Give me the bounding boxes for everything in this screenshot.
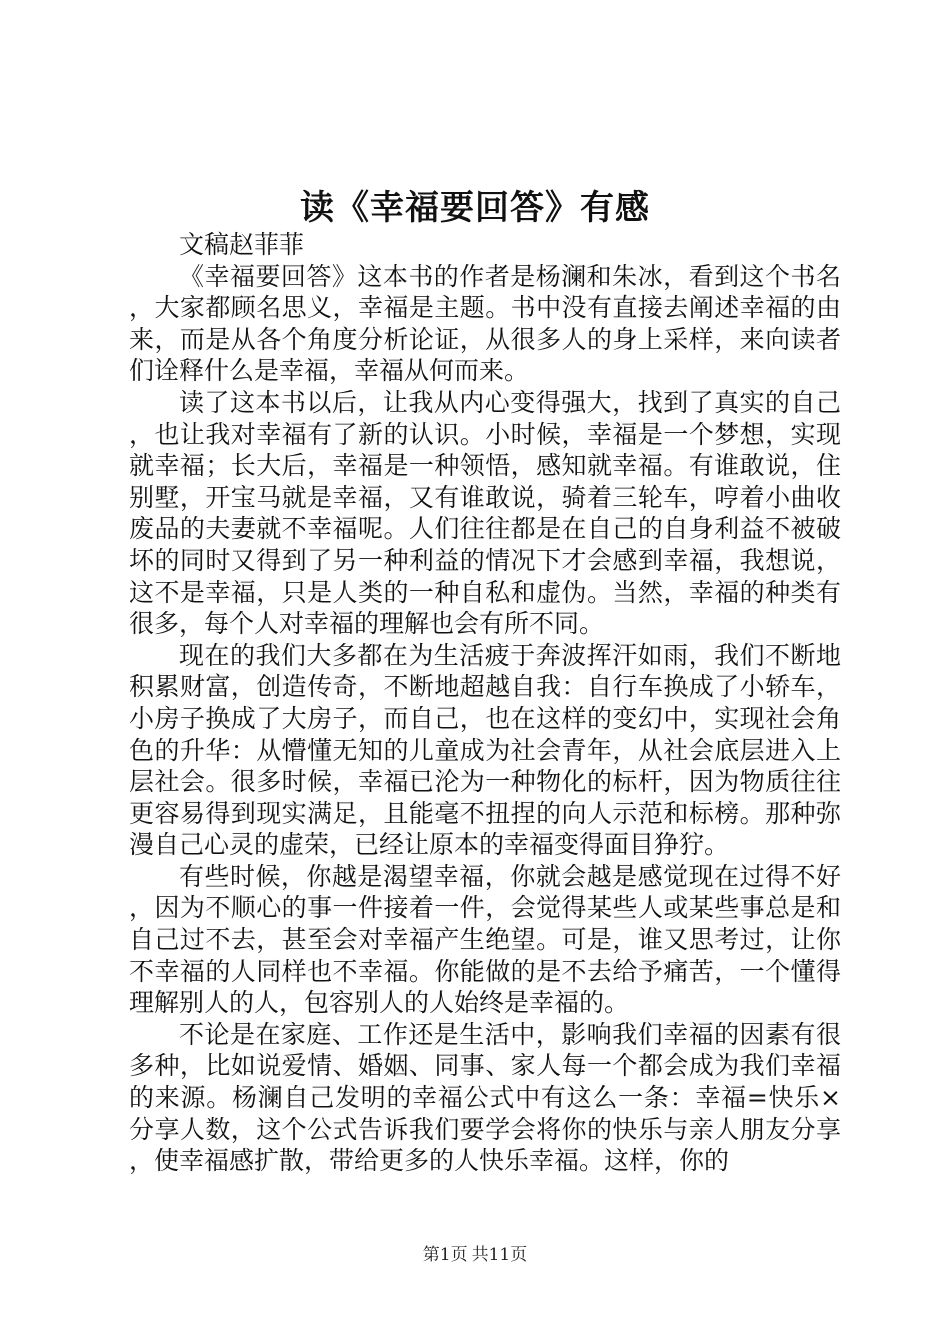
document-body <box>129 229 841 1177</box>
paragraph-2: 读了这本书以后，让我从内心变得强大，找到了真实的自己，也让我对幸福有了新的认识。小时候，幸福是一个梦想，实现就幸福；长大后，幸福是一种领悟，感知就幸福。有谁敢说，住别墅，开宝马就是幸福，又有谁敢说，骑着三轮车，哼着小曲收废品的夫妻就不幸福呢。人们往往都是在自己的自身利益不被破坏的同时又得到了另一种利益的情况下才会感到幸福，我想说，这不是幸福，只是人类的一种自私和虚伪。当然，幸福的种类有很多，每个人对幸福的理解也会有所不同。 <box>129 387 841 639</box>
paragraph-1: 《幸福要回答》这本书的作者是杨澜和朱冰，看到这个书名，大家都顾名思义，幸福是主题。书中没有直接去阐述幸福的由来，而是从各个角度分析论证，从很多人的身上采样，来向读者们诠释什么是幸福，幸福从何而来。 <box>129 261 841 386</box>
document-title: 读《幸福要回答》有感 <box>300 188 650 228</box>
paragraph-4: 有些时候，你越是渴望幸福，你就会越是感觉现在过得不好，因为不顺心的事一件接着一件，会觉得某些人或某些事总是和自己过不去，甚至会对幸福产生绝望。可是，谁又思考过，让你不幸福的人同样也不幸福。你能做的是不去给予痛苦，一个懂得理解别人的人，包容别人的人始终是幸福的。 <box>129 861 841 1018</box>
page-footer <box>0 1243 950 1267</box>
page-total: 共11页 <box>471 1245 528 1265</box>
paragraph-3: 现在的我们大多都在为生活疲于奔波挥汗如雨，我们不断地积累财富，创造传奇，不断地超越自我：自行车换成了小轿车，小房子换成了大房子，而自己，也在这样的变幻中，实现社会角色的升华：从懵懂无知的儿童成为社会青年，从社会底层进入上层社会。很多时候，幸福已沦为一种物化的标杆，因为物质往往更容易得到现实满足，且能毫不扭捏的向人示范和标榜。那种弥漫自己心灵的虚荣，已经让原本的幸福变得面目狰狞。 <box>129 640 841 860</box>
byline: 文稿赵菲菲 <box>179 230 305 259</box>
page-number: 第1页 <box>422 1245 468 1265</box>
paragraph-5: 不论是在家庭、工作还是生活中，影响我们幸福的因素有很多种，比如说爱情、婚姻、同事、家人每一个都会成为我们幸福的来源。杨澜自己发明的幸福公式中有这么一条：幸福=快乐×分享人数，这个公式告诉我们要学会将你的快乐与亲人朋友分享，使幸福感扩散，带给更多的人快乐幸福。这样，你的 <box>129 1019 841 1176</box>
